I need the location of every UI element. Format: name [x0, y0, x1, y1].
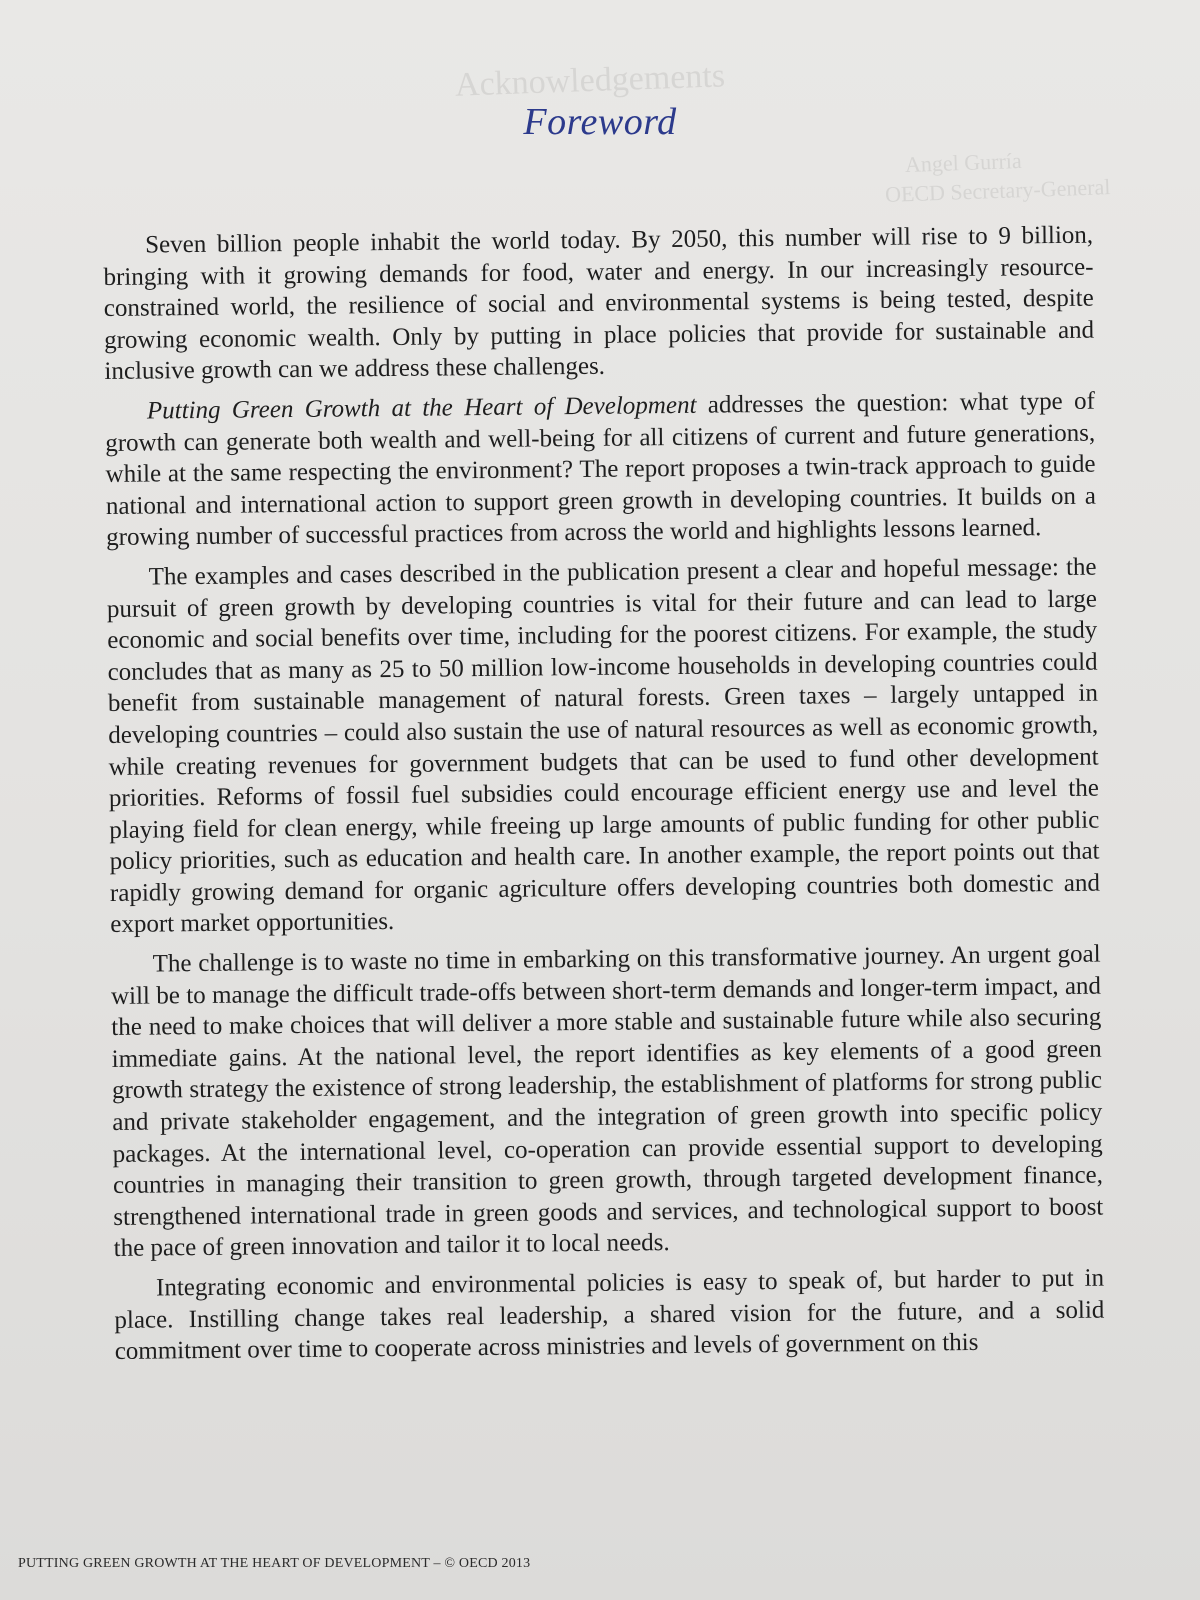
paragraph-4: [111, 939, 1104, 1265]
show-through-heading: Acknowledgements: [454, 57, 726, 104]
paragraph-5-text: Integrating economic and environmental policies is easy to speak of, but harder to put in place. Instilling change takes real leadership, a shared vision for the future, and a solid commitment over time to cooperate across ministries and levels of government on this: [114, 1264, 1105, 1366]
paragraph-2: [105, 386, 1097, 554]
page-title: Foreword: [523, 101, 677, 143]
paragraph-3-text: The examples and cases described in the publication present a clear and hopeful message: the pursuit of green growth by developing countries is vital for their future and can lead to large economic and social benefits over time, including for the poorest citizens. For example, the study concludes that as many as 25 to 50 million low-income households in developing countries could benefit from sustainable management of natural forests. Green taxes – largely untapped in developing countries – could also sustain the use of natural resources as well as economic growth, while creating revenues for government budgets that can be used to fund other development priorities. Reforms of fossil fuel subsidies could encourage efficient energy use and level the playing field for clean energy, while freeing up large amounts of public funding for other public policy priorities, such as education and health care. In another example, the report points out that rapidly growing demand for organic agriculture offers developing countries both domestic and export market opportunities.: [106, 553, 1101, 939]
paragraph-5: [114, 1263, 1105, 1368]
paragraph-1-text: Seven billion people inhabit the world today. By 2050, this number will rise to 9 billion, bringing with it growing demands for food, water and energy. In our increasingly resource-constrained world, the resilience of social and environmental systems is being tested, despite growing economic wealth. Only by putting in place policies that provide for sustainable and inclusive growth can we address these challenges.: [103, 221, 1095, 386]
foreword-body: [103, 220, 1105, 1376]
page-footer: PUTTING GREEN GROWTH AT THE HEART OF DEVELOPMENT – © OECD 2013: [18, 1556, 531, 1571]
paragraph-2-text: addresses the question: what type of growth can generate both wealth and well-being for all citizens of current and future generations, while at the same respecting the environment? The report proposes a twin-track approach to guide national and international action to support green growth in developing countries. It builds on a growing number of successful practices from across the world and highlights lessons learned.: [105, 387, 1096, 552]
paragraph-3: [106, 552, 1100, 941]
paragraph-1: [103, 220, 1095, 388]
show-through-signatory-title: OECD Secretary-General: [884, 174, 1111, 207]
paragraph-4-text: The challenge is to waste no time in embarking on this transformative journey. An urgent goal will be to manage the difficult trade-offs between short-term demands and longer-term impact, and the need to make choices that will deliver a more stable and sustainable future while also securing immediate gains. At the national level, the report identifies as key elements of a good green growth strategy the existence of strong leadership, the establishment of platforms for strong public and private stakeholder engagement, and the integration of green growth into specific policy packages. At the international level, co-operation can provide essential support to developing countries in managing their transition to green growth, through targeted development finance, strengthened international trade in green goods and services, and technological support to boost the pace of green innovation and tailor it to local needs.: [110, 940, 1104, 1263]
show-through-signatory: Angel Gurría: [904, 147, 1023, 178]
report-title-italic: Putting Green Growth at the Heart of Development: [146, 391, 697, 425]
